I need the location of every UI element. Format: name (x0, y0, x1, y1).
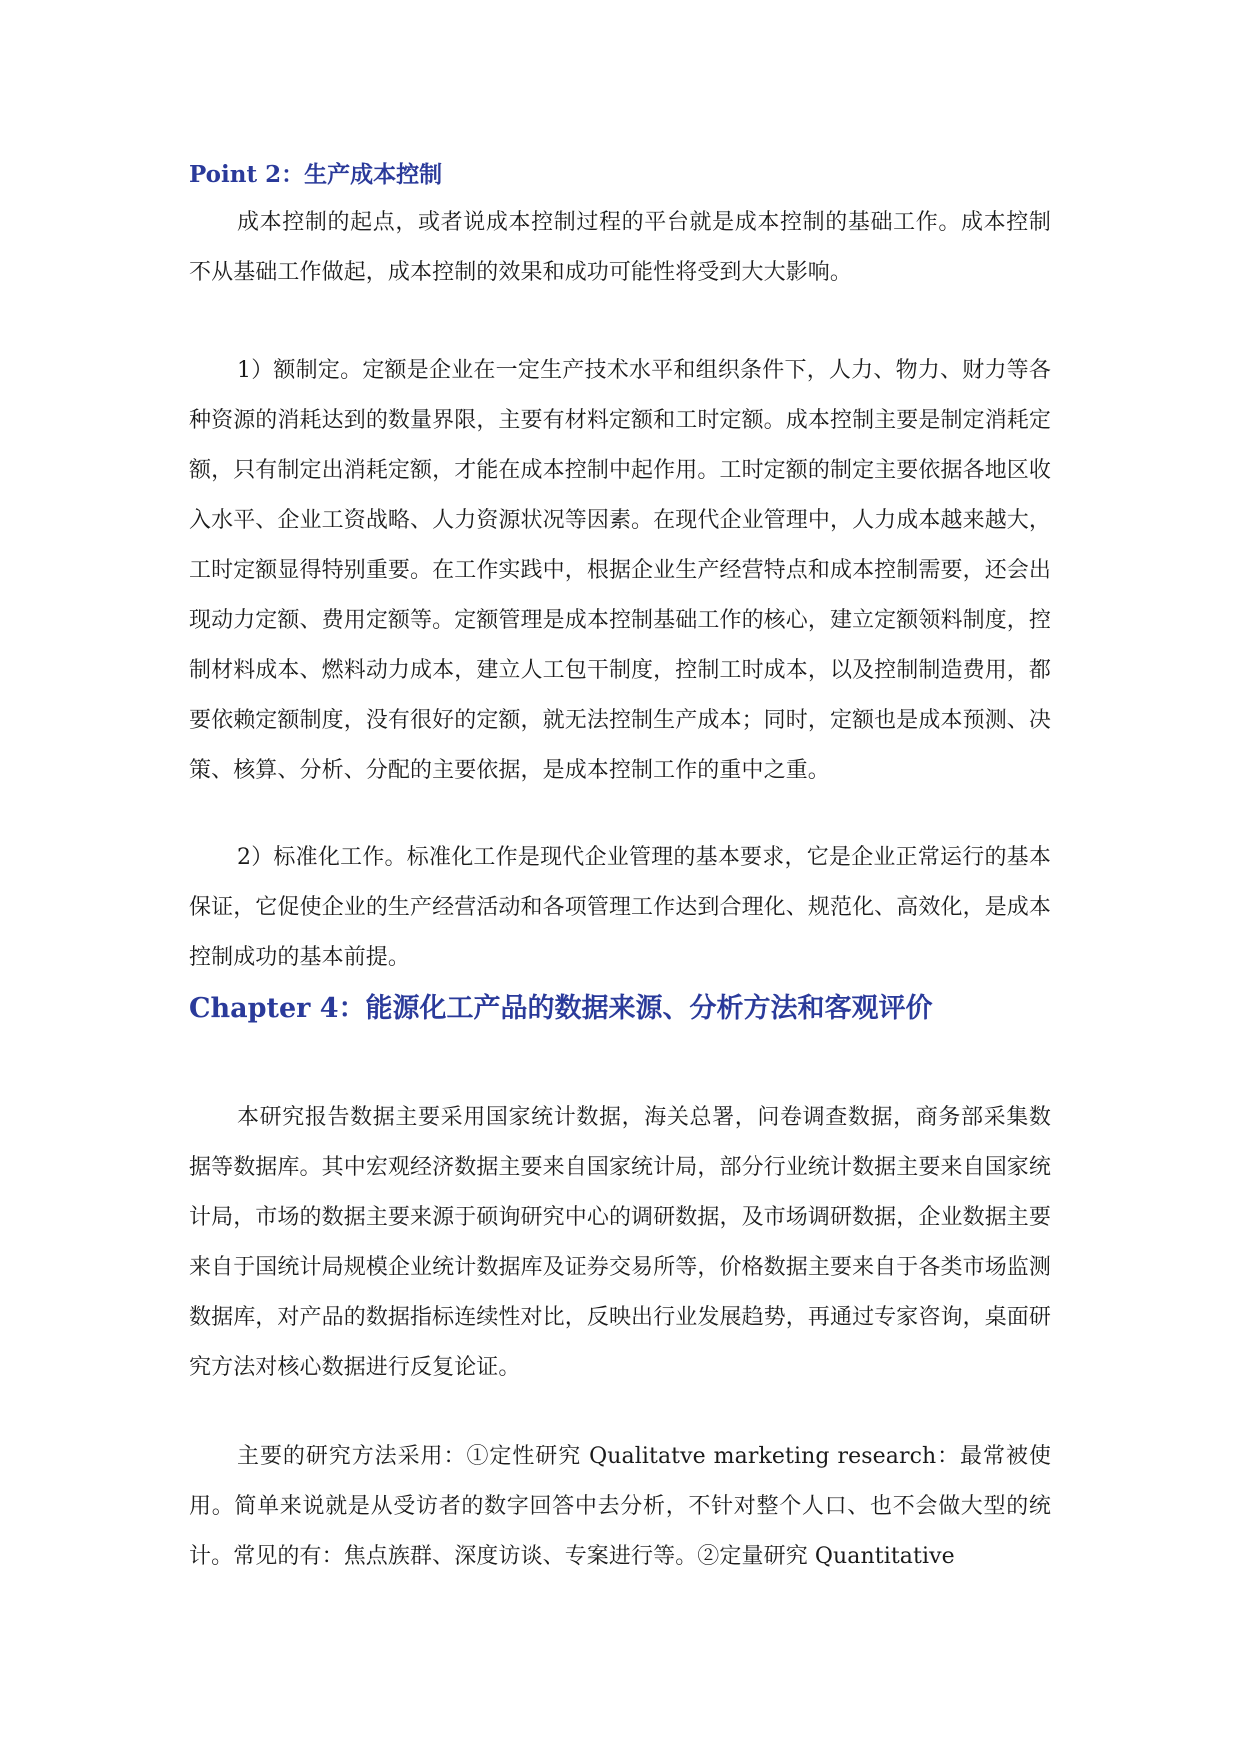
paragraph-data-sources: 本研究报告数据主要采用国家统计数据，海关总署，问卷调查数据，商务部采集数据等数据库。其中宏观经济数据主要来自国家统计局，部分行业统计数据主要来自国家统计局，市场的数据主要来源于硕询研究中心的调研数据，及市场调研数据，企业数据主要来自于国统计局规模企业统计数据库及证券交易所等，价格数据主要来自于各类市场监测数据库，对产品的数据指标连续性对比，反映出行业发展趋势，再通过专家咨询，桌面研究方法对核心数据进行反复论证。 (189, 1105, 1051, 1380)
section-heading: Point 2：生产成本控制 (189, 161, 443, 188)
paragraph-quota: 1）额制定。定额是企业在一定生产技术水平和组织条件下，人力、物力、财力等各种资源的消耗达到的数量界限，主要有材料定额和工时定额。成本控制主要是制定消耗定额，只有制定出消耗定额，才能在成本控制中起作用。工时定额的制定主要依据各地区收入水平、企业工资战略、人力资源状况等因素。在现代企业管理中，人力成本越来越大，工时定额显得特别重要。在工作实践中，根据企业生产经营特点和成本控制需要，还会出现动力定额、费用定额等。定额管理是成本控制基础工作的核心，建立定额领料制度，控制材料成本、燃料动力成本，建立人工包干制度，控制工时成本，以及控制制造费用，都要依赖定额制度，没有很好的定额，就无法控制生产成本；同时，定额也是成本预测、决策、核算、分析、分配的主要依据，是成本控制工作的重中之重。 (189, 358, 1051, 783)
chapter-heading: Chapter 4：能源化工产品的数据来源、分析方法和客观评价 (189, 993, 933, 1024)
paragraph-methods: 主要的研究方法采用：①定性研究 Qualitatve marketing research：最常被使用。简单来说就是从受访者的数字回答中去分析，不针对整个人口、也不会做大型的统计。常见的有：焦点族群、深度访谈、专案进行等。②定量研究 Quantitative (189, 1444, 1051, 1569)
paragraph-standardization: 2）标准化工作。标准化工作是现代企业管理的基本要求，它是企业正常运行的基本保证，它促使企业的生产经营活动和各项管理工作达到合理化、规范化、高效化，是成本控制成功的基本前提。 (189, 845, 1051, 970)
paragraph-intro: 成本控制的起点，或者说成本控制过程的平台就是成本控制的基础工作。成本控制不从基础工作做起，成本控制的效果和成功可能性将受到大大影响。 (189, 210, 1051, 285)
